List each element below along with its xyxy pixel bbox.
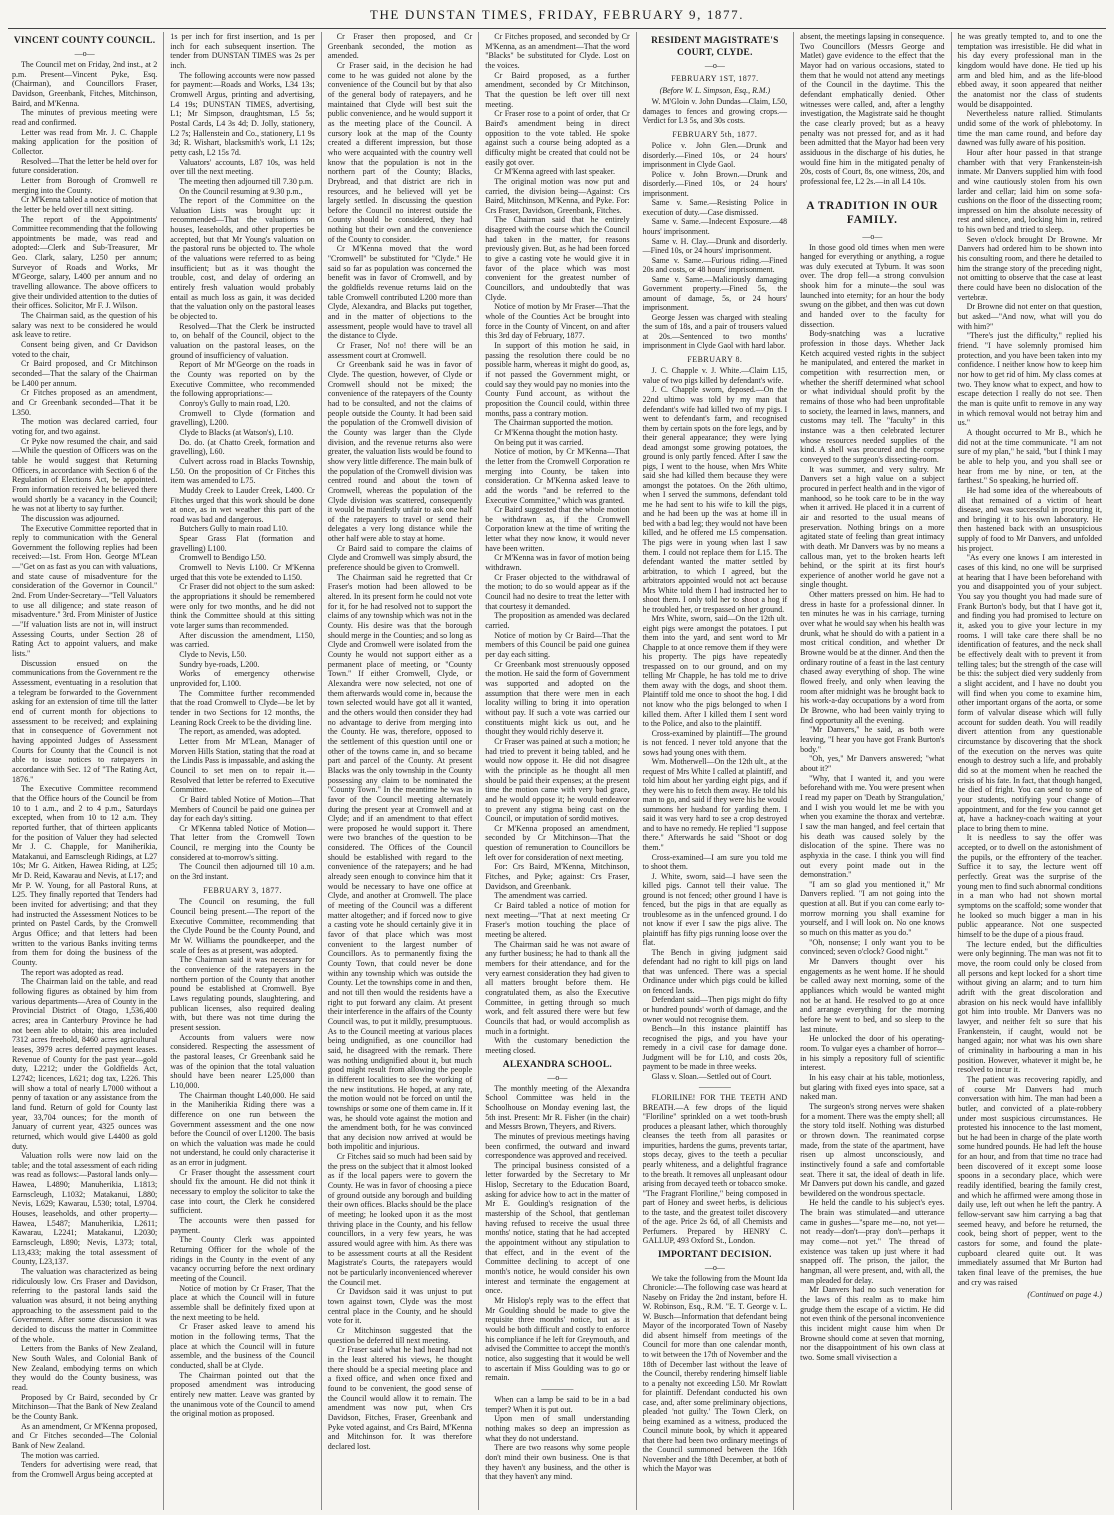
paragraph: Cr M'Kenna thought the motion hasty. [494, 427, 618, 437]
paragraph: "Why, that I wanted it, and you were beforehand with me. You were present when I read my paper on 'Death by Strangulation,' and I wish you would let me be with you when you examine the thorax and vertebræ. I saw the man hanged, and feel certain that his death was caused solely by the dislocation of the spine. There was no asphyxia in the case. I think you will find out every point made out in the demonstration." [800, 773, 945, 880]
paragraph: Notice of motion by Cr Baird—That the members of this Council be paid one guinea per day each sitting. [485, 630, 630, 659]
paragraph: Cr Fraser objected to the withdrawal of the motion; to do so would appear as if the Council had no desire to treat the letter with that courtesy it demanded. [485, 572, 630, 611]
paragraph: Cromwell to Nevis L100. Cr M'Kenna urged that this vote be extended to L150. [170, 563, 315, 582]
paragraph: Sundry bye-roads, L200. [179, 659, 260, 669]
paragraph: The Committee further recommended that the road Cromwell to Clyde—be let by tender in two Sections for 12 months, the Leaning Rock Creek to be the dividing line. [170, 688, 315, 727]
paragraph: Glass v. Sloan.—Settled out of Court. [651, 1071, 772, 1081]
paragraph: Mr Danvers had no such veneration for the laws of this realm as to make him grudge them the escape of a victim. He did not even think of the personal inconvenience this incident might cause him when Dr Browne should come at seven that morning, nor the disappointment of his own class at two. Some small vivisection a [800, 1285, 945, 1362]
paragraph: 1s per inch for first insertion, and 1s per inch for each subsequent insertion. The tender from DUNSTAN TIMES was 2s per inch. [170, 32, 315, 70]
text-column-3 [321, 32, 478, 1510]
paragraph: "Mr Danvers," he said, as both were leaving, "I hear you have got Frank Burton's body." [800, 725, 945, 754]
paragraph: George Jessen was charged with stealing the sum of 18s, and a pair of trousers valued at 20s.—Sentenced to two months' imprisonment in Clyde Gaol with hard labor. [642, 312, 788, 351]
continued-note: (Continued on page 4.) [1027, 1290, 1103, 1300]
paragraph: The proposition as amended was declared carried. [485, 611, 630, 631]
paragraph: Cr M'Kenna tabled Notice of Motion—That letter from the Cromwell Town Council, re merging into the County be considered at to-morrow's sitting. [170, 823, 315, 862]
paragraph: Mr Danvers thought over his engagements as he went home. If he should be called away next morning, some of the appliances which would be wanted might not be at hand. He resolved to go at once and arrange everything for the morning before he went to bed, and so sleep to the last minute. [800, 957, 945, 1034]
paragraph: On being put it was carried. [494, 437, 584, 447]
paragraph: The Chairman said that he entirely disagreed with the course which the Council had taken in the matter, for reasons previously given. But, as he had been forced to give a casting vote he would give it in favor of the place which was most convenient for the greatest number of Councillors, and undoubtedly that was Clyde. [485, 215, 630, 302]
paragraph: The lecture ended, but the difficulties were only beginning. The man was not fit to move, the room could only be closed from all persons and kept locked for a short time without giving an alarm; and to turn him adrift with the great discoloration and abrasion on his neck would have infallibly got him into trouble. Mr Danvers was no lawyer, and neither felt so sure that his Frankenstein, if caught, would not be hanged again; nor what was his own share of criminality in harbouring a man in his position. However, whatever it might be, he resolved to incur it. [957, 939, 1103, 1075]
paragraph: We take the following from the Mount Ida Chronicle:—The following case was heard at Naseby on Friday the 2nd instant, before H. W. Robinson, Esq., R.M. "E. T. George v. L. W. Busch—Information that defendant being Mayor of the incorporated Town of Naseby did absent himself from meetings of the Council for more than one calendar month, to wit between the 17th of November and the 18th of December last without the leave of the Council, thereby rendering himself liable to a penalty not exceeding L50. Mr Rowlatt for plaintiff. Defendant conducted his own case, and, after some preliminary objections, pleaded 'not guilty.' The Town Clerk, on being examined as a witness, produced the Council minute book, by which it appeared that there had been two ordinary meetings of the Council summoned between the 16th November and the 18th December, at both of which the Mayor was [642, 1273, 788, 1474]
date-line: FEBRUARY 8. [687, 354, 743, 364]
paragraph: The motion was carried. [21, 1450, 100, 1460]
newspaper-page [6, 32, 1108, 1510]
paragraph: Bench—In this instance plaintiff has recognised the pigs, and you have your remedy in a civil case for damage done. Judgment will be for L10, and costs 20s, payment to be made in three weeks. [642, 1024, 788, 1072]
paragraph: The County Clerk was appointed Returning Officer for the whole of the ridings in the County in the event of any vacancy occurring before the next ordinary meeting of the Council. [170, 1235, 315, 1283]
paragraph: J. White, sworn, said—I have seen the killed pigs. Cannot tell their value. The ground is not fenced; other ground I have is fenced, but the pigs in that are equally as troublesome as in the unfenced ground. I do not know if ever I saw the pigs alive. The plaintiff has fifty pigs running loose over the flat. [642, 871, 788, 948]
section-divider: ———— [541, 1383, 574, 1393]
paragraph: The report of the Committee on the Valuation Lists was brought up: it recommended—That the valuations on houses, leaseholds, and other properties be accepted, but that Mr Young's valuation on the pastoral runs be objected to. The whole of the valuations were referred to as being insufficient; but as it was thought the trouble, cost, and delay of ordering an entirely fresh valuation would probably entail as much loss as gain, it was decided that the valuation only on the pastoral leases be objected to. [170, 196, 315, 322]
paragraph: On the Council resuming at 9.30 p.m., [179, 186, 303, 196]
paragraph: he was greatly tempted to, and to one the temptation was irresistible. He did what in his day every professional man in the kingdom would have done. He tied up his arm and bled him, and as the life-blood ebbed away, it soon appeared that neither the anatomist nor the class of students would be disappointed. [957, 32, 1103, 109]
paragraph: Seven o'clock brought Dr Browne. Mr Danvers had ordered him to be shown into his consulting room, and there he detailed to him the strange story of the preceding night, not omitting to observe that the case at least there could have been no dislocation of the vertebræ. [957, 234, 1103, 302]
article-heading: A TRADITION IN OUR FAMILY. [806, 199, 939, 226]
paragraph: Cr Baird tabled a notice of motion for next meeting—"That at next meeting Cr Fraser's motion touching the place of meeting be altered. [485, 901, 630, 940]
date-line: FEBRUARY 1ST, 1877. [671, 74, 759, 83]
paragraph: The Bench in giving judgment said defendant had no right to kill pigs on land that was unfenced. There was a special Ordinance under which pigs could be killed on fenced lands. [642, 947, 788, 995]
paragraph: Same v. Same.—Indecent Exposure.—48 hours' imprisonment. [642, 217, 788, 236]
paragraph: Notice of motion by Mr Fraser—That the whole of the Counties Act be brought into force in the County of Vincent, on and after this 3rd day of February, 1877. [485, 302, 630, 341]
paragraph: Cr Davidson said it was unjust to put town against town, Clyde was the most central place in the County, and he should vote for it. [327, 1287, 473, 1326]
paragraph: The report, as amended, was adopted. [179, 727, 301, 737]
paragraph: Cr Fraser then proposed, and Cr Greenbank seconded, the motion as amended. [327, 32, 473, 61]
paragraph: As an amendment, Cr M'Kenna proposed, and Cr Fitches seconded—The Colonial Bank of New Zealand. [12, 1421, 158, 1450]
paragraph: Cr M'Kenna agreed with last speaker. [494, 167, 615, 177]
paragraph: Resolved—That the Clerk be instructed to, on behalf of the Council, object to the valuation on the pastoral leases, on the ground of insufficiency of valuation. [170, 321, 315, 360]
paragraph: Culvert across road in Blacks Township, L50. On the proposition of Cr Fitches this item was amended to L75. [170, 456, 315, 486]
paragraph: Accounts from valuers were now considered. Respecting the assessment of the pastoral leases, Cr Greenbank said he was of the opinion that the total valuation should have been nearer L25,000 than L10,000. [170, 1032, 315, 1090]
paragraph: Cr Baird proposed, as a further amendment, seconded by Cr Mitchinson, That the question be left over till next meeting. [485, 70, 630, 109]
paragraph: Clyde to Blacks (at Watson's), L10. [179, 427, 294, 437]
paragraph: Letter from Mr M'Lean, Manager of Morven Hills Station, stating that the road at the Lindis Pass is impassable, and asking the Council to set men on to repair it.—Resolved that letter be referred to Executive Committee. [170, 736, 315, 795]
paragraph: Cross-examined—I am sure you told me to shoot them. [642, 852, 788, 872]
paragraph: The original motion was now put and carried, the division being—Against: Crs Baird, Mitchinson, M'Kenna, and Pyke. For: Crs Fraser, Davidson, Greenbank, Fitches. [485, 176, 630, 215]
paragraph: There are two reasons why some people don't mind their own business. One is that they haven't any business, and the other is that they haven't any mind. [485, 1443, 630, 1482]
paragraph: Cr M'Kenna moved that the word "Cromwell" be substituted for "Clyde." He said so far as population was concerned the benefit was in favor of Cromwell, and by the goldfields revenue returns laid on the table Cromwell contributed L200 more than Clyde, Alexandra, and Blacks put together, and in the matter of objections to the assessment, people would have to travel all the distance to Clyde. [327, 244, 473, 341]
paragraph: The monthly meeting of the Alexandra School Committee was held in the Schoolhouse on Monday evening last, the 5th inst. Present: Mr R. Fisher (in the chair) and Messrs Brown, Theyers, and Rivers. [485, 1083, 630, 1132]
paragraph: J. C. Chapple v. J. White.—Claim L15, value of two pigs killed by defendant's wife. [642, 366, 788, 385]
paragraph: Letter from Borough of Cromwell re merging into the County. [12, 175, 158, 195]
paragraph: The patient was recovering rapidly, and of course Mr Danvers had much conversation with him. The man had been a butler, and convicted of a plate-robbery under most suspicious circumstances. He protested his innocence to the last moment, but he had been in charge of the plate worth some hundred pounds. He had left the house for an hour, and from that time no trace had been discovered of it except some loose spoons in a secondary place, which were readily identified, bearing the family crest, and which he affirmed were among those in daily use, left out when he left the pantry. A fellow-servant saw him carrying a bag that seemed heavy, and before he returned, the cook, being short of pepper, went to the castors for some, and found the plate-cupboard cleared quite out. It was immediately assumed that Mr Burton had taken final leave of the premises, the hue and cry was raised [957, 1074, 1103, 1287]
paragraph: J. C. Chapple sworn, deposed.—On the 22nd ultimo was told by my man that defendant's wife had killed two of my pigs. I went to defendant's farm, and recognised them by certain spots on the fore legs, and by their general appearance; they were lying dead amongst some growing potatoes, the ground is only partly fenced. After I saw the pigs, I went to the house, when Mrs White said she had killed them because they were amongst the potatoes. On the 26th ultimo, when I served the summons, defendant told me he had sent to his wife to kill the pigs, and he had been up the was at home ill in bed with a bad leg; they would not have been killed, and he offered me L5 compensation. The pigs were in young when last I saw them. I could not replace them for L15. The defendant wanted the matter settled by arbitration, to which I agreed, but the arbitrators appointed would not act because Mrs White told them I had instructed her to shoot them. I only told her to shoot a hog if he troubled her, or trespassed on her ground. [642, 385, 788, 614]
paragraph: Cr Fraser said what he had heard had not in the least altered his views, he thought there should be a special meeting place and a fixed office, and when once fixed and found to be convenient, the good sense of the Council would allow it to remain. The amendment was now put, when Crs Davidson, Fitches, Fraser, Greenbank and Pyke voted against, and Crs Baird, M'Kenna and Mitchinson for. It was therefore declared lost. [327, 1345, 473, 1451]
date-line: FEBRUARY 3, 1877. [203, 885, 282, 895]
paragraph: The Executive Committee recommend that the Office hours of the Council be from 10 to 1 a.m., and 2 to 4 p.m., Saturdays excepted, when from 10 to 12 a.m. They reported further, that of thirteen applicants for the position of Valuer they had selected Mr J. C. Chapple, for Maniherikia, Matakanui, and Earnscleugh Ridings, at L27 10s; Mr G. Aitken, Hawea Riding, at L25; Mr D. Reid, Kawarau and Nevis, at L17; and Mr P. W. Young, for all Pastoral Runs, at L25. They finally reported that Tenders had been invited for advertising; and that they had instructed the Assessment Notices to be printed on Pastel Cards, by the Cromwell Argus Office; and that letters had been written to the various Banks inviting terms from them for doing the business of the County. [12, 784, 158, 968]
paragraph: The amendment was carried. [494, 891, 588, 901]
paragraph: Police v. John Glen.—Drunk and disorderly.—Fined 10s, or 24 hours' imprisonment in Clyde Gaol. [642, 141, 788, 170]
text-column-4 [478, 32, 635, 1510]
section-divider: —o— [862, 231, 883, 241]
paragraph: "As every one knows I am interested in cases of this kind, no one will be surprised at hearing that I have been beforehand with you and disappointed you of your subject. You say you thought you had made sure of Frank Burton's body, but that I have got it, and finding you had promised to lecture on it, asked you to give your lecture in my rooms. I will take care there shall be no identification of features, and the neck shall be effectively dealt with to prevent it from telling tales; but the strength of the case will be this: the subject died very suddenly from a slight accident, and I have no doubt you will find when you come to examine him, other important organs of the aorta, or some form of valvular disease which will fully account for sudden death. You will readily divert attention from any questionable circumstance by discovering that the shock of the execution on the nerves was quite enough to destroy such a life, and probably did so at the moment when he reached the crisis of his fate. In fact, that though hanged, he died of fright. You can send to some of your students, notifying your change of appointment, and for the few you cannot get at, have a hackney-coach waiting at your place to bring them to mine. [957, 553, 1103, 833]
paragraph: "Oh, nonsense; I only want you to be convinced; seven o'clock? Good night." [800, 937, 945, 957]
section-divider: —o— [704, 61, 725, 70]
header-rule [8, 28, 1106, 29]
paragraph: Dr Browne did not enter on that question, but asked—"And now, what will you do with him?" [957, 302, 1103, 331]
paragraph: The Council on resuming, the full Council being present.—The report of the Executive Committee, recommending that the Clyde Pound be the County Pound, and Mr W. Williams the poundkeeper, and the scale of fees as at present, was adopted. [170, 897, 315, 955]
paragraph: Cr Greenbank most strenuously opposed the motion. He said the form of Government was supported and adopted on the assumption that there were men in each locality willing to bring it into operation without pay. If such a vote was carried our constituents might kick us out, and he thought they would richly deserve it. [485, 659, 630, 737]
paragraph: Defendant said—Then pigs might do fifty or hundred pounds' worth of damage, and the owner would not recognise them. [642, 995, 788, 1024]
paragraph: Letters from the Banks of New Zealand, New South Wales, and Colonial Bank of New Zealand, embodying terms on which they would do the County business, was read. [12, 1344, 158, 1392]
paragraph: Tenders for advertising were read, that from the Cromwell Argus being accepted at [12, 1460, 158, 1479]
paragraph: Proposed by Cr Baird, seconded by Cr Mitchinson—That the Bank of New Zealand be the County Bank. [12, 1392, 158, 1421]
paragraph: Same v. Same.—Maliciously damaging Government property.—Fined 5s, the amount of damage, 5s, or 24 hours' imprisonment. [642, 274, 788, 313]
paragraph: Cr Mitchinson suggested that the question be deferred till next meeting. [327, 1325, 473, 1345]
paragraph: Cr Fraser, No! no! there will be an assessment court at Cromwell. [327, 341, 473, 360]
paragraph: Hour after hour passed in that strange chamber with that very Frankenstein-ish inmate. Mr Danvers supplied him with food and wine cautiously stolen from his own larder and cellar; laid him on some sofa-cushions on the floor of the dissecting room; impressed on him the absolute necessity of rest and silence, and, locking him in, retired to his own bed and tried to sleep. [957, 147, 1103, 235]
paragraph: Muddy Creek to Lauder Creek, L400. Cr Fitches urged that this work should be done at once, as in wet weather this part of the road was bad and dangerous. [170, 485, 315, 524]
paragraph: A thought occurred to Mr B., which he did not at the time communicate. "I am not sure of my plan," he said, "but I think I may be able to help you, and you shall see or hear from me by nine, or ten, at the farthest." So speaking, he hurried off. [957, 427, 1103, 486]
paragraph: "Oh, yes," Mr Danvers answered; "what about it?" [800, 754, 945, 773]
text-column-5 [636, 32, 793, 1510]
paragraph: FLORILINE! FOR THE TEETH AND BREATH.—A few drops of the liquid "Floriline" sprinkled on a wet tooth-brush produces a pleasant lather, which thoroughly cleanses the teeth from all parasites or impurities, hardens the gums, prevents tartar, stops decay, gives to the teeth a peculiar pearly whiteness, and a delightful fragrance to the breath. It removes all unpleasant odour arising from decayed teeth or tobacco smoke. "The Fragrant Floriline," being composed in part of Honey and sweet herbs, is delicious to the taste, and the greatest toilet discovery of the age. Price 2s 6d, of all Chemists and Perfumers. Prepared by HENRY C. GALLUP, 493 Oxford St., London. [642, 1093, 788, 1246]
paragraph: Mrs White, sworn, said—On the 12th ult. eight pigs were amongst the potatoes. I put them into the yard, and sent word to Mr Chapple to at once remove them if they were his property. The pigs have repeatedly trespassed on to our ground, and on my telling Mr Chapple, he has told me to drive them away with the dogs, and shoot them. Plaintiff told me once to shoot the hog. I did not know who the pigs belonged to when I killed them. After I killed them I sent word to the Police, and also to the plaintiff. [642, 614, 788, 729]
paragraph: Cr Baird said to compare the claims of Clyde and Cromwell was simply absurd, the preference should be given to Cromwell. [327, 543, 473, 573]
article-heading: RESIDENT MAGISTRATE'S COURT, CLYDE. [651, 36, 779, 58]
paragraph: Valuators' accounts, L87 10s, was held over till the next meeting. [170, 157, 315, 177]
subheading: (Before W. L. Simpson, Esq., R.M.) [659, 85, 771, 95]
paragraph: The discussion was adjourned. [21, 513, 120, 523]
paragraph: The minutes of previous meetings having been confirmed, the outward and inward correspondence was approved and received. [485, 1131, 630, 1161]
paragraph: Body-snatching was a lucrative profession in those days. Whether Jack Ketch acquired vested rights in the subject he manipulated, and entered the market in competition with resurrection men, or whether the sheriff determined what school or what individual should profit by the remains of those who had been unprofitable to society, the learned in laws, manners, and customs may tell. The "faculty" in this instance was a then celebrated lecturer whose resources needed supplies of the kind. A shell was procured and the corpse conveyed to the surgeon's dissecting-room. [800, 329, 945, 464]
paragraph: Butchers Gully to main road L10. [179, 524, 288, 534]
paragraph: The report of the Appointments' Committee recommending that the following appointments be made, was read and adopted:—Clerk and Sub-Treasurer, Mr Geo. Clark, salary, L250 per annum; Surveyor of Roads and Works, Mr M'George, salary, L400 per annum and no travelling allowance. The above officers to give their undivided attention to the duties of their offices. Solicitor, Mr F. J. Wilson. [12, 214, 158, 311]
page-header-title: THE DUNSTAN TIMES, FRIDAY, FEBRUARY 9, 1877. [369, 7, 745, 22]
paragraph: Conroy's Gully to main road, L20. [179, 398, 291, 408]
paragraph: Works of emergency otherwise unprovided for, L100. [170, 669, 315, 688]
paragraph: The principal business consisted of a letter forwarded by the Secretary to Mr Hislop, Secretary to the Education Board, asking for advice how to act in the matter of Mr E. Goulding's resignation of the mastership of the School, that gentleman having refused to receive the usual three months' notice, stating that he had accepted the appointment without any stipulation to that effect, and in the event of the Committee declining to accept of one month's notice, he would consider his own interest and terminate the engagement at once. [485, 1160, 630, 1296]
paragraph: When can a lamp be said to be in a bad temper? When it is put out. [485, 1394, 630, 1414]
paragraph: In his easy chair at his table, motionless, but glaring with fixed eyes into space, sat a naked man. [800, 1072, 945, 1102]
text-column-1 [6, 32, 163, 1510]
paragraph: Cross-examined by plaintiff—The ground is not fenced. I never told anyone that the sows had young ones with them. [642, 728, 788, 757]
paragraph: Cromwell to Clyde (formation and gravelling), L200. [170, 408, 315, 428]
paragraph: Notice of motion, by Cr M'Kenna—That the letter from the Cromwell Corporation re merging into County, be taken into consideration. Cr M'Kenna asked leave to add the words "and be referred to the Executive Committee," which was granted. [485, 447, 630, 505]
paragraph: Cr Baird proposed, and Cr Mitchinson seconded—That the salary of the Chairman be L400 per annum. [12, 359, 158, 388]
section-divider: —o— [547, 1072, 568, 1082]
date-line: FEBRUARY 5th, 1877. [672, 129, 758, 139]
paragraph: Cr M'Kenna tabled a notice of motion that the letter be held over till next sitting. [12, 195, 158, 214]
paragraph: The Chairman said he was not aware of any further business; he had to thank all the members for their attendance, and for the very earnest consideration they had given to all matters brought before them. He congratulated them, as also the Executive Committee, in getting through so much work, and felt assured there were but few Councils that had, or would accomplish as much in a fortnight. [485, 939, 630, 1036]
paragraph: The Chairman said, as the question of his salary was next to be considered he would ask leave to retire. [12, 311, 158, 340]
paragraph: Cr Fraser rose to a point of order, that Cr Baird's amendment being in direct opposition to the vote tabled. He spoke against such a course being adopted as a difficulty might be created that could not be easily got over. [485, 109, 630, 167]
article-heading: ALEXANDRA SCHOOL. [502, 1059, 613, 1070]
paragraph: He unlocked the door of his operating-room. To vulgar eyes a chamber of horror—in his simply a repository full of scientific interest. [800, 1034, 945, 1073]
paragraph: Mr Hislop's reply was to the effect that Mr Goulding should be made to give the requisite three months' notice, but as it would be both difficult and costly to enforce his compliance if he left for Greymouth, and advised the Committee to accept the month's notice, also suggesting that it would be well to ascertain if Miss Goulding was to go or remain. [485, 1296, 630, 1383]
paragraph: Cr M'Kenna was in favor of motion being withdrawn. [485, 553, 630, 573]
paragraph: Cr Pyke now resumed the chair, and said—While the question of Officers was on the table he would suggest that Returning Officers, in accordance with Section 6 of the Regulation of Elections Act, be appointed. From information received he believed there would shortly be a vacancy in the Council; he was not at liberty to say further. [12, 436, 158, 514]
paragraph: Cromwell to Bendigo L50. [179, 553, 267, 563]
paragraph: Resolved—That the letter be held over for future consideration. [12, 156, 158, 176]
paragraph: Wm. Motherwell—On the 12th ult., at the request of Mrs White I called at plaintiff, and told him about her yarding eight pigs, and if they were his to fetch them away. He told his man to go, and said if they were his he would summons her husband for yarding them. I said it was very hard to see a crop destroyed and to have no remedy. He replied "I suppose there." Afterwards he said "Shoot or dog them." [642, 757, 788, 852]
paragraph: With the customary benediction the meeting closed. [485, 1036, 630, 1055]
paragraph: Upon men of small understanding nothing makes so deep an impression as what they do not understand. [485, 1414, 630, 1443]
text-column-2 [163, 32, 320, 1510]
article-heading: VINCENT COUNTY COUNCIL. [13, 36, 156, 46]
paragraph: Cr Baird tabled Notice of Motion—That Members of Council be paid one guinea per day for each day's sitting. [170, 794, 315, 824]
paragraph: Cr Fraser asked leave to amend his motion in the following terms, That the place at which the Council will in future assemble, and the business of the Council conducted, shall be at Clyde. [170, 1322, 315, 1370]
paragraph: The accounts were then passed for payment. [170, 1216, 315, 1235]
section-divider: —o— [704, 1262, 725, 1272]
paragraph: Cr Fraser thought the assessment court should fix the amount. He did not think it necessary to employ the solicitor to take the case into court, the Clerk he considered sufficient. [170, 1167, 315, 1216]
paragraph: The Chairman thought L40,000. He said in the Maniherikia Riding there was a difference on one run between the Government assessment and the one now before the Council of over L1200. The basis on which the valuation was made he could not understand, he could only characterise it as an error in judgment. [170, 1090, 315, 1168]
paragraph: Same v. Same.—Furious riding.—Fined 20s and costs, or 48 hours' imprisonment. [642, 255, 788, 275]
paragraph: "There's just the difficulty," replied his friend. "I have solemnly promised him protection, and you have been taken into my confidence. I neither know how to keep him nor how to get rid of him. My class comes at two. They know what to expect, and how to escape detection I really do not see. Then the man is quite unfit to remove in any way in which removal would not betray him and us." [957, 331, 1103, 428]
paragraph: Letter was read from Mr. J. C. Chapple making application for the position of Collector. [12, 127, 158, 156]
paragraph: The Chairman pointed out that the proposed amendment was introducing entirely new matter. Leave was granted by the unanimous vote of the Council to amend the original motion as proposed. [170, 1370, 315, 1419]
paragraph: Same v. H. Clay.—Drunk and disorderly.—Fined 10s, or 24 hours' imprisonment. [642, 236, 788, 256]
paragraph: Cr Fitches said so much had been said by the press on the subject that it almost looked as if the local papers were to govern the County. He was in favor of choosing a piece of ground outside any borough and building their own offices. Blacks should be the place of meeting; he looked upon it as the most thriving place in the County, and his fellow councillors, in a very few years, he was assured would agree with him. As there was to be assessment courts at all the Resident Magistrate's Courts, the ratepayers would not be particularly inconvenienced wherever the Council met. [327, 1152, 473, 1287]
paragraph: Consent being given, and Cr Davidson voted to the chair, [12, 340, 158, 359]
paragraph: For: Crs Baird, M'Kenna, Mitchinson, Fitches, and Pyke; against: Crs Fraser, Davidson, and Greenbank. [485, 862, 630, 891]
paragraph: Same v. Same.—Resisting Police in execution of duty.—Case dismissed. [642, 198, 788, 217]
paragraph: Do. do. (at Chatto Creek, formation and gravelling), L60. [170, 437, 315, 457]
paragraph: In support of this motion he said, in passing the resolution there could be no possible harm, whereas it might do good, as, if not passed the Government might, or could say they would pay no monies into the County Fund account, as without the proposition the Council could, within three months, pass a contrary motion. [485, 341, 630, 418]
paragraph: Valuation rolls were now laid on the table; and the total assessment of each riding was read as follows:—Pastoral lands only—Hawea, L4890; Manuherikia, L1813; Earnscleugh, L1032; Matakanui, L880; Nevis, L629; Kawarau, L530; total, L9704. Houses, leaseholds, and other property—Hawea, L5487; Manuherikia, L2611; Kawarau, L2241; Matakanui, L2030; Earnscleugh, L890; Nevis, L373; total, L13,433; making the total assessment of County, L23,137. [12, 1151, 158, 1267]
paragraph: Spear Grass Flat (formation and gravelling) L100. [170, 534, 315, 553]
paragraph: The following accounts were now passed for payment:—Roads and Works, L34 13s; Cromwell Argus, printing and advertising, L4 19s; DUNSTAN TIMES, advertising, L1; Mr Simpson, draughtsman, L5 5s; Postal Cards, L4 3s 4d; D. Jolly, stationery, L2 7s; Hallenstein and Co., stationery, L1 9s 3d; R. Wishart, blacksmith's work, L1 12s; petty cash, L2 15s 7d. [170, 70, 315, 157]
section-divider: —o— [74, 49, 95, 58]
paragraph: The report was adopted as read. [21, 967, 124, 977]
paragraph: Other matters pressed on him. He had to dress in haste for a professional dinner. In ten minutes he was in his carriage, turning over what he would say when his health was drunk, what he should do with a patient in a most critical condition, and whether Dr Browne would be at the dinner. And then the ordinary routine of a feast in the last century chased away everything of shop. The wine flowed freely, and only when leaving the room after midnight was he brought back to his work-a-day occupations by a word from Dr Browne, who had been vainly trying to find opportunity all the evening. [800, 590, 945, 725]
text-column-7 [951, 32, 1108, 1510]
paragraph: Cr Greenbank said he was in favor of Clyde. The question, however, of Clyde or Cromwell should not be mixed; the convenience of the ratepayers of the County had to be consulted, and not the claims of people outside the County. It had been said the population of the Cromwell division of the County was larger than the Clyde division, and the revenue returns also were greater, the valuation lists would be found to show very little difference. The main bulk of the population of the Cromwell division was centred round and about the town of Cromwell, whereas the population of the Clyde division was scattered, consequently it would be manifestly unfair to ask one half of the ratepayers to travel or send their delegates a very long distance while the other half were able to stay at home. [327, 360, 473, 544]
paragraph: He had some idea of the whereabouts of all that remained of a victim of heart disease, and was successful in procuring it, and bringing it to his own laboratory. He then hastened back with an unsuspicious supply of food to Mr Danvers, and unfolded his project. [957, 485, 1103, 553]
paragraph: The minutes of previous meeting were read and confirmed. [12, 108, 158, 127]
paragraph: Report of Mr M'George on the roads in the County was reported on by the Executive Committee, who recommended the following appropriations:— [170, 360, 315, 399]
paragraph: The Council met on Friday, 2nd inst., at 2 p.m. Present—Vincent Pyke, Esq. (Chairman), and Councillors Fraser, Davidson, Greenbank, Fitches, Mitchinson, Baird, and M'Kenna. [12, 60, 158, 108]
text-column-6 [793, 32, 950, 1510]
paragraph: absent, the meetings lapsing in consequence. Two Councillors (Messrs George and Matlet) gave evidence to the effect that the Mayor had on various occasions, stated to them that he would not attend any meetings of the Council in the daytime. This the defendant emphatically denied. Other witnesses were called, and, after a lengthy investigation, the Magistrate said he thought the case clearly proved; but as a heavy penalty was not pressed for, and as it had been admitted that the Mayor had been very assiduous in the discharge of his duties, he would fine him in the mitigated penalty of 20s, costs of Court, 8s, one witness, 20s, and professional fee, L2 2s.—in all L4 10s. [800, 32, 945, 186]
paragraph: He held the candle to his subject's eyes. The brain was stimulated—and utterance came in gushes—"spare me—no, not yet—not ready—don't—pray don't—perhaps it may come—not yet." The thread of existence was taken up just where it had snapped off. The prison, the jailor, the hangman, all were present, and, with all, the man pleaded for delay. [800, 1198, 945, 1285]
paragraph: Cr Fitches proposed as an amendment, and Cr Greenbank seconded—That it be L350. [12, 388, 158, 417]
paragraph: It is needless to say the offer was accepted, or to dwell on the astonishment of the pupils, or the effrontery of the teacher. Suffice it to say, the lecture went off perfectly. Great was the surprise of the young men to find such abnormal conditions in a man who had not shown mortal symptoms on the scaffold; some wonder that he looked so much bigger a man in his public appearance. Not one suspected himself to be the dupe of a pious fraud. [957, 833, 1103, 940]
paragraph: After discussion the amendment, L150, was carried. [170, 630, 315, 650]
paragraph: The Chairman said he regretted that Cr Fraser's motion had been allowed to be altered. In its present form he could not vote for it, for he had resolved not to support the claims of any township which was not in the County. His desire was that the borough should merge in the Counties; and so long as Clyde and Cromwell were isolated from the County he would not support either as a permanent place of meeting, or "County Town." If either Cromwell, Clyde, or Alexandra were now selected, not one of them afterwards would come in, because the town selected would have got all it wanted, and the others would then consider they had no advantage to derive from merging into the County. He was, therefore, opposed to the settlement of this question until one or other of the towns came in, and so became part and parcel of the County. At present Blacks was the only township in the County possessing any claim to be nominated the "County Town." In the meantime he was in favor of the Council meeting alternately during the present year at Cromwell and at Clyde; and if an amendment to that effect were proposed he would support it. There were two branches of the question to be considered. The Offices of the Council should be established with regard to the convenience of the ratepayers; and he had already seen enough to convince him that it would be necessary to have one office at Clyde, and another at Cromwell. The place of meeting of the Council was a different matter altogether; and if forced now to give a casting vote he should certainly give it in favor of that place which was most convenient to the largest number of Councillors. As to permanently fixing the County Town, that could never be done within any township which was outside the County. Let the townships come in and then, and not till then would the residents have a right to put forward any claim. At present their interference in the affairs of the County Council was, to put it mildly, presumptuous. As to the Council meeting at various places being undignified, as one councillor had said, he disagreed with the remark. There was nothing undignified about it, but much good might result from allowing the people in different localities to see the working of the new institutions. He hoped, at any rate, the motion would not be forced on until the townships or some one of them came in. If it was, he should vote against the motion and the amendment both, for he was convinced that any decision now arrived at would be both impolitic and injurious. [327, 572, 473, 1152]
paragraph: The surgeon's strong nerves were shaken for a moment. There was the empty shell; all the story told itself. Nothing was disturbed or thrown down. The reanimated corpse made, from the state of the apartment, have risen up almost unconsciously, and instinctively found a safe and comfortable seat. There it sat, the ideal of death in life. Mr Danvers put down his candle, and gazed bewildered on the wondrous spectacle. [800, 1101, 945, 1198]
paragraph: The valuation was characterized as being ridiculously low. Crs Fraser and Davidson, referring to the pastoral lands said the valuation was absurd, it not being anything approaching to the assessment paid to the Government. After some discussion it was decided to discuss the matter in Committee of the whole. [12, 1267, 158, 1344]
paragraph: The Chairman supported the motion. [494, 418, 613, 428]
paragraph: The Chairman said it was necessary for the convenience of the ratepayers in the northern portion of the County that another pound be established at Cromwell. Bye Laws regulating pounds, slaughtering, and publican licenses, also required dealing with, but there was not time during the present session. [170, 955, 315, 1032]
paragraph: W. M'Gloin v. John Dundas—Claim, L50, damages to fences and growing crops.—Verdict for L3 5s, and 30s costs. [642, 97, 788, 126]
paragraph: Cr Fraser said, in the decision he had come to he was guided not alone by the convenience of the Council but by that also of the general body of ratepayers, and he maintained that Clyde will best suit the public convenience, and he would support it as the meeting place of the Council. A cursory look at the map of the County created a different impression, but those who were acquainted with the country well know that the population is not in the northern part of the County; Blacks, Drybread, and that district are rich in resources, and he believed will yet be largely settled. In discussing the question before the Council no interest outside the County should be considered, they had nothing but their own and the convenience of the County to consider. [327, 60, 473, 244]
newspaper-masthead [0, 0, 1114, 30]
section-divider: ———— [698, 1082, 731, 1092]
paragraph: Cr M'Kenna proposed an amendment, seconded by Cr Mitchinson—That the question of remuneration to Councillors be left over for consideration of next meeting. [485, 823, 630, 862]
paragraph: The Executive Committee reported that in reply to communication with the General Government the following replies had been received:—1st. From Hon. George M'Lean—"Get on as fast as you can with valuations, and state cause of misadventure for the consideration of the Governor in Council." 2nd. From Under-Secretary—"Tell Valuators to use all diligence; and state reason of misadventure." 3rd. From Minister of Justice—"If valuation lists are not in, will instruct Assessing Courts, under Section 28 of Rating Act to appoint valuers, and make lists." [12, 523, 158, 659]
article-heading: IMPORTANT DECISION. [657, 1249, 772, 1260]
paragraph: Cr Fraser did not object to the sum asked: the appropriations it should be remembered were only for two months, and he did not think the Committee should at this sitting vote larger sums than recommended. [170, 582, 315, 631]
paragraph: Cr Fitches proposed, and seconded by Cr M'Kenna, as an amendment—That the word "Blacks" be substituted for Clyde. Lost on the voices. [485, 32, 630, 70]
paragraph: It was summer, and very sultry. Mr Danvers set a high value on a subject procured in perfect health and in the vigor of manhood, so he took care to be in the way when it arrived. He placed it in a current of air and resorted to the usual means of preservation. Nothing brings on a more agitated state of feeling than great intimacy with death. Mr Danvers was by no means a callous man, yet to the broken hearts left behind, or the spirit at its first hour's experience of another world he gave not a single thought. [800, 464, 945, 590]
paragraph: Notice of motion by Cr Fraser, That the place at which the Council will in future assemble shall be definitely fixed upon at the next meeting to be held. [170, 1283, 315, 1322]
paragraph: The motion was declared carried, four voting for, and two against. [12, 417, 158, 436]
paragraph: Police v. John Brown.—Drunk and disorderly.—Fined 10s, or 24 hours' imprisonment. [642, 169, 788, 198]
paragraph: The Council then adjourned till 10 a.m. on the 3rd instant. [170, 862, 315, 882]
paragraph: Discussion ensued on the communications from the Government re the Assessment, eventuating in a resolution that a telegram be forwarded to the Government asking for an extension of time till the latter end of current month for objections to assessment to be received; and explaining that in consequence of Government not having appointed Judges of Assessment Courts for County that the Council is not able to issue notices to ratepayers in accordance with Sec. 12 of "The Rating Act, 1876." [12, 658, 158, 784]
paragraph: The meeting then adjourned till 7.30 p.m. [179, 176, 314, 186]
paragraph: Cr Fraser was pained at such a motion; he had tried to prevent it being tabled, and he would now oppose it. He did not disagree with the principle as he thought all men should be paid their expenses; at the present time the motion came with very bad grace, and he would oppose it; he would endeavor to prevent any stigma being cast on the Council, or imputation of sordid motives. [485, 736, 630, 824]
paragraph: "I am so glad you mentioned it," Mr Danvers replied. "I am not going into the question at all. But if you can come early to-morrow morning you shall examine for yourself, and I will look on. No one knows so much on this matter as you do." [800, 879, 945, 938]
paragraph: In those good old times when men were hanged for everything or anything, a rogue was duly executed at Tyburn. It was soon over. The drop fell—a strong convulsion shook him for a minute—the soul was launched into eternity; for an hour the body swung on the gibbet, and then was cut down and handed over to the faculty for dissection. [800, 242, 945, 329]
paragraph: The Chairman laid on the table, and read following figures as obtained by him from various departments—Area of County in the Provincial District of Otago, 1,536,400 acres; area in Canterbury Province he had not been able to obtain; this area included 7312 acres freehold, 8460 acres agricultural leases, 3979 acres deferred payment leases. Revenue of County for the past year—gold duty, L2212; under the Goldfields Act, L2742; licences, L621; dog tax, L226. This will show a total of nearly L7000 without a penny of taxation or any assistance from the land fund. Return of gold for County last year, 33,704 ounces; for the month of January of current year, 4325 ounces was returned, which would give L4400 as gold duty. [12, 977, 158, 1151]
paragraph: Nevertheless nature rallied. Stimulants undid some of the work of phlebotomy. In time the man came round, and before day dawned was fully aware of his position. [957, 109, 1103, 148]
paragraph: Cr Baird suggested that the whole motion be withdrawn as, if the Cromwell Corporation knew at the time of writing the letter what they now know, it would never have been written. [485, 505, 630, 553]
paragraph: Clyde to Nevis, L50. [179, 650, 247, 659]
